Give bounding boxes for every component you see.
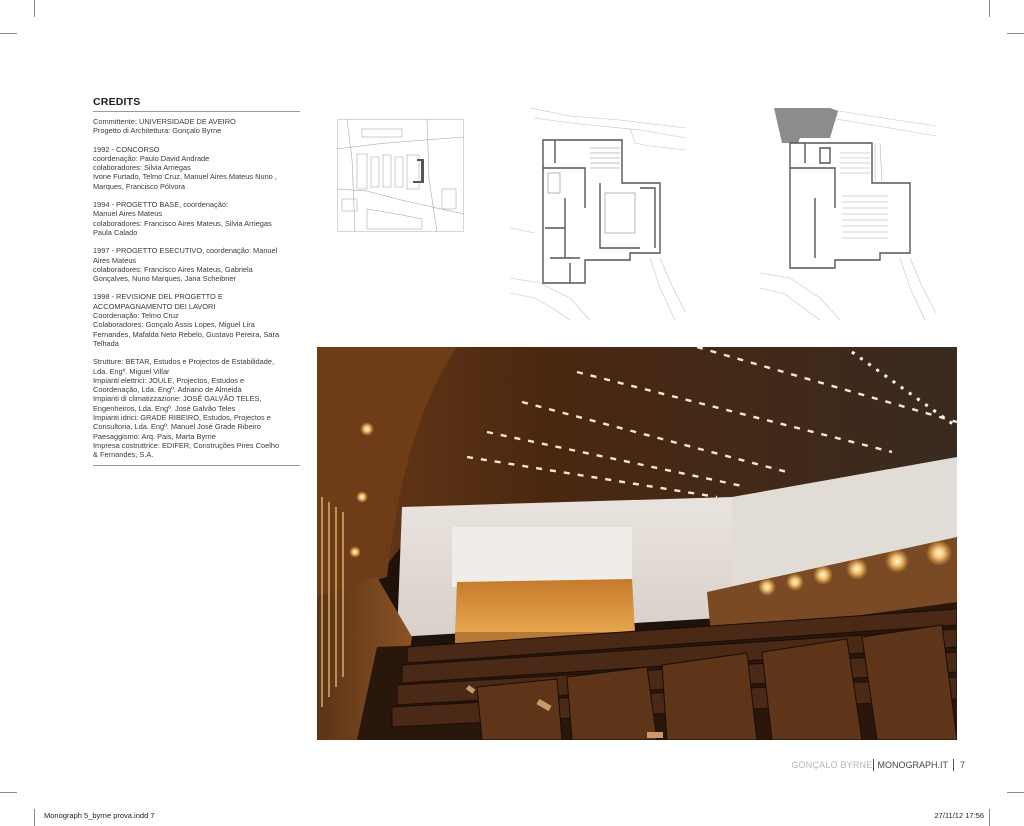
credit-text: 1994 - PROGETTO BASE, coordenação: Manuel Aires Mateus colaboradores: Francisco Aires Mateus, Silvia Arriegas Paula Calado [93, 200, 272, 237]
footer-brand [791, 759, 965, 771]
plan-highlight-block [774, 108, 838, 143]
footer-separator [873, 759, 874, 771]
crop-mark-right-bottom [1007, 792, 1024, 793]
credit-block-1992 [93, 145, 300, 191]
credits-section [93, 96, 300, 466]
credits-title: CREDITS [93, 96, 300, 112]
slug-datetime: 27/11/12 17:56 [934, 811, 984, 820]
credit-block-1998 [93, 292, 300, 348]
credit-text: Strutture: BETAR, Estudos e Projectos de Estabilidade, Lda. Engº. Miguel Villar Impianti elettrici: JOULE, Projectos, Estudos e Coordenação, Lda. Engº. Adriano de Almeida Impianti di climatizzazione: JOSÉ GALVÃO TELES, Engenheiros, Lda. Engº. José Galvão Teles Impianti idrici: GRADE RIBEIRO, Estudos, Projectos e Consultoria, Lda. Engº. Manuel José Grade Ribeiro Paesaggismo: Arq. Pais, Marta Byrne Impresa costruttrice: EDIFER, Construções Pires Coelho & Fernandes, S.A. [93, 357, 280, 460]
credit-block-1994 [93, 200, 300, 237]
credit-text: Committente: UNIVERSIDADE DE AVEIRO Progetto di Architettura: Gonçalo Byrne [93, 117, 236, 136]
footer-author: GONÇALO BYRNE [791, 760, 873, 770]
crop-mark-right-top [1007, 33, 1024, 34]
crop-mark-bottom-left [34, 809, 35, 826]
crop-mark-left-top [0, 33, 17, 34]
crop-mark-left-bottom [0, 792, 17, 793]
credit-text: 1997 - PROGETTO ESECUTIVO, coordenação: Manuel Aires Mateus colaboradores: Francisco Aires Mateus, Gabriela Gonçalves, Nuno Marques, Jana Scheibner [93, 246, 278, 284]
footer-publication: MONOGRAPH.IT [877, 760, 948, 770]
credit-text: 1998 - REVISIONE DEL PROGETTO E ACCOMPAGNAMENTO DEI LAVORI Coordenação: Telmo Cruz Colaboradores: Gonçalo Assis Lopes, Miguel Lira Fernandes, Mafalda Neto Rebelo, Gustavo Pereira, Sara Telhada [93, 292, 280, 348]
site-plan-drawing [337, 119, 464, 232]
credit-block-client [93, 117, 300, 136]
auditorium-photograph [317, 347, 957, 740]
crop-mark-top-right [989, 0, 990, 17]
credit-block-1997 [93, 246, 300, 283]
credits-bottom-rule [93, 465, 300, 466]
crop-mark-top-left [34, 0, 35, 17]
slug-filename: Monograph 5_byrne prova.indd 7 [44, 811, 155, 820]
page-number: 7 [959, 760, 965, 770]
ground-floor-plan-drawing [510, 108, 686, 320]
upper-floor-plan-drawing [760, 108, 936, 320]
footer-separator [953, 759, 954, 771]
credit-text: 1992 - CONCORSO coordenação: Paulo David Andrade colaboradores: Silvia Arriegas Ivone Furtado, Telmo Cruz, Manuel Aires Mateus Nuno , Marques, Francisco Pólvora [93, 144, 277, 191]
credit-block-consultants [93, 357, 300, 459]
crop-mark-bottom-right [989, 809, 990, 826]
